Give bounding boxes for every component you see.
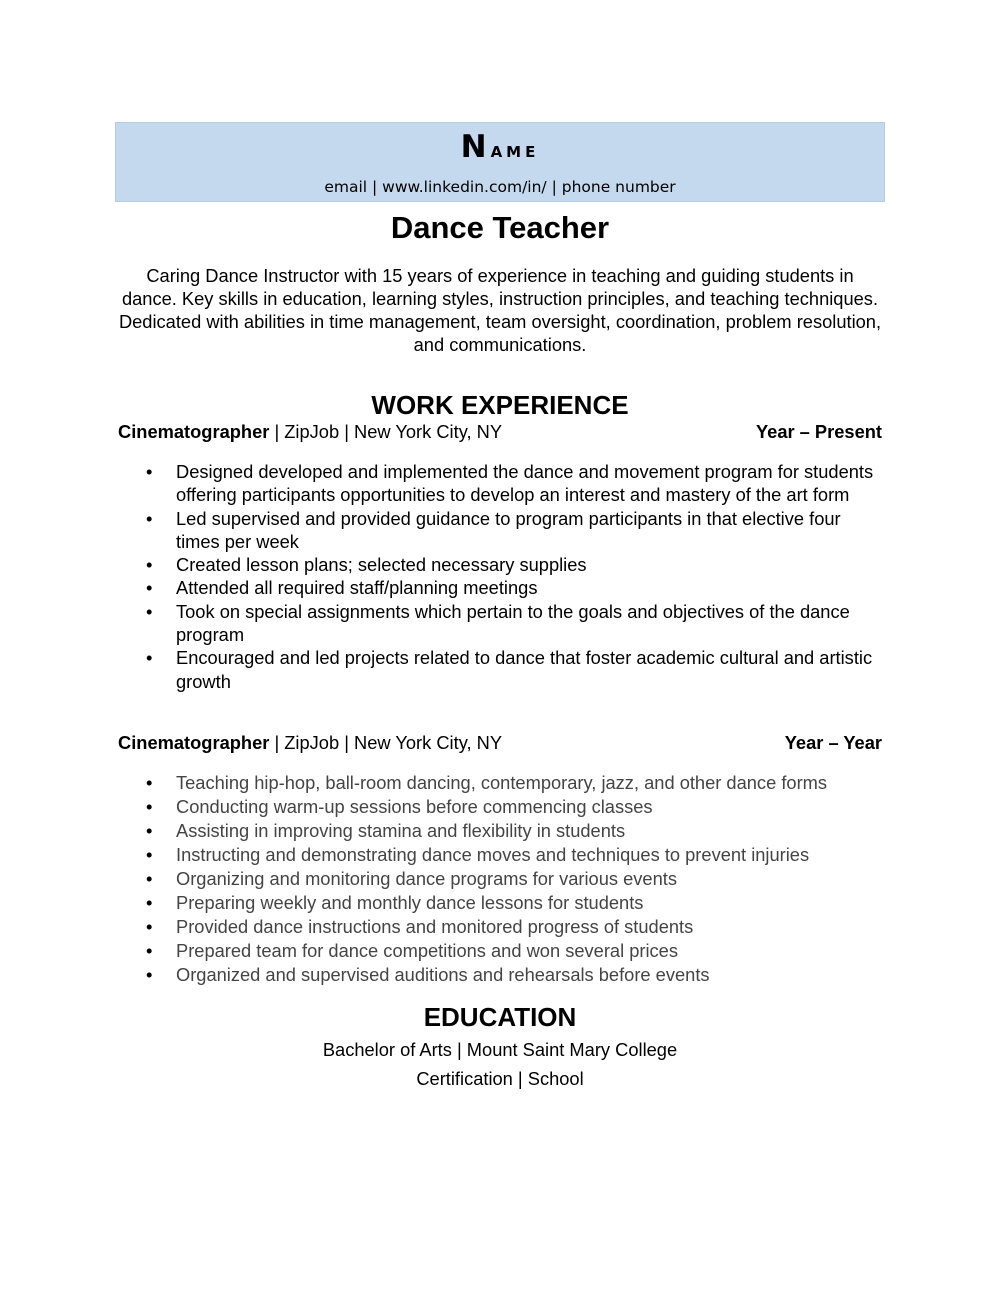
list-item: • Designed developed and implemented the dance and movement program for students offering participants opportunities to develop an interest and mastery of the art form [118,460,882,507]
list-item: • Created lesson plans; selected necessary supplies [118,553,882,576]
list-item: • Preparing weekly and monthly dance lessons for students [118,891,882,915]
education-certification: Certification | School [416,1068,584,1089]
page-title: Dance Teacher [390,210,610,245]
list-item: • Prepared team for dance competitions and won several prices [118,939,882,963]
header-band [115,122,885,202]
list-item: • Encouraged and led projects related to dance that foster academic cultural and artistic growth [118,646,882,693]
list-item: • Assisting in improving stamina and flexibility in students [118,819,882,843]
name-rest: ame [490,138,540,163]
candidate-name [116,129,884,165]
education-heading: EDUCATION [423,1002,577,1032]
job-2-details: | ZipJob | New York City, NY [269,732,503,753]
list-item: • Led supervised and provided guidance to program participants in that elective four times per week [118,507,882,554]
list-item: • Organizing and monitoring dance programs for various events [118,867,882,891]
contact-line: email | www.linkedin.com/in/ | phone number [324,178,676,196]
job-1-dates: Year – Present [755,421,882,442]
list-item: • Provided dance instructions and monitored progress of students [118,915,882,939]
job-1-line [118,421,882,443]
list-item: • Instructing and demonstrating dance moves and techniques to prevent injuries [118,843,882,867]
job-1-bullets [118,460,882,693]
work-experience-heading: WORK EXPERIENCE [371,390,629,420]
list-item: • Took on special assignments which pertain to the goals and objectives of the dance program [118,600,882,647]
summary-paragraph: Caring Dance Instructor with 15 years of experience in teaching and guiding students in dance. Key skills in education, learning styles, instruction principles, and teaching techniques. Dedicated with abilities in time management, team oversight, coordination, problem resolution, and communications. [118,265,882,355]
job-2-bullets [118,771,882,987]
education-degree: Bachelor of Arts | Mount Saint Mary College [322,1039,678,1060]
list-item: • Conducting warm-up sessions before commencing classes [118,795,882,819]
job-2-role: Cinematographer [118,732,270,753]
list-item: • Organized and supervised auditions and rehearsals before events [118,963,882,987]
job-2-dates: Year – Year [784,732,882,753]
list-item: • Attended all required staff/planning meetings [118,576,882,599]
job-1-details: | ZipJob | New York City, NY [269,421,503,442]
job-2-line [118,732,882,754]
name-initial: N [460,129,491,165]
list-item: • Teaching hip-hop, ball-room dancing, contemporary, jazz, and other dance forms [118,771,882,795]
job-1-role: Cinematographer [118,421,270,442]
